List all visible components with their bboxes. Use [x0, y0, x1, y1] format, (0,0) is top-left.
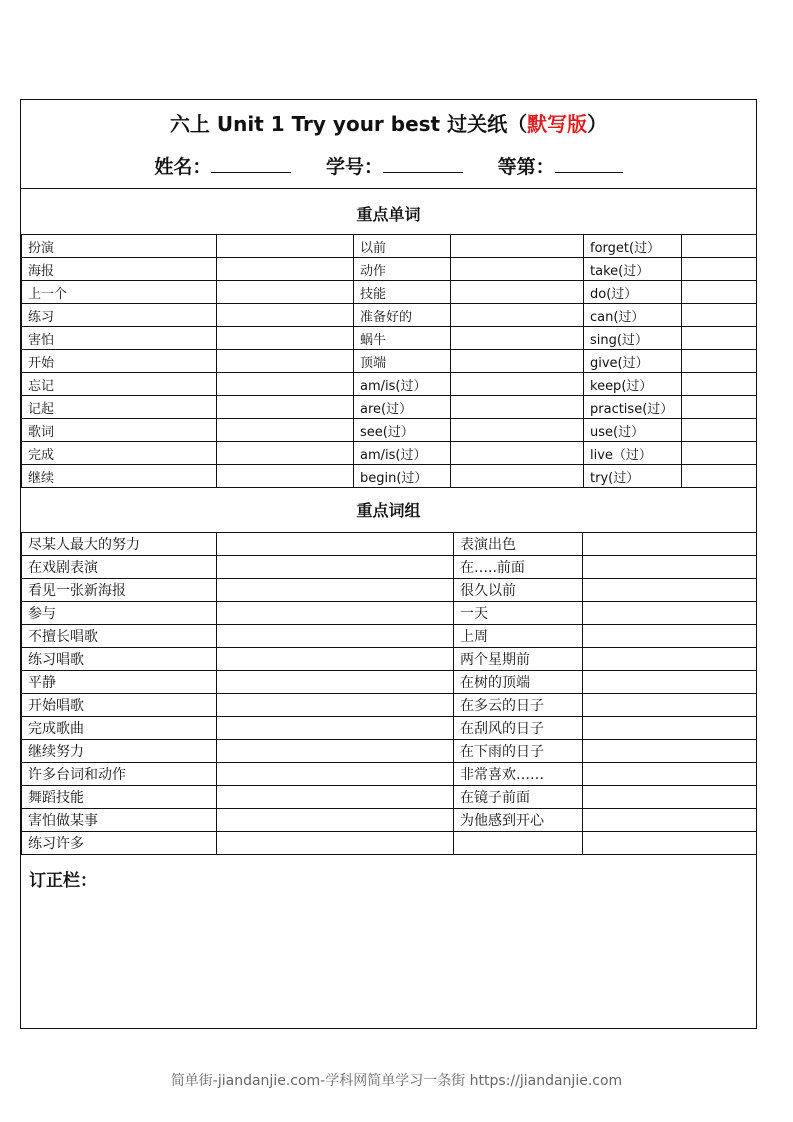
phrase-prompt: 上周 — [454, 625, 583, 648]
correction-label: 订正栏： — [29, 871, 97, 891]
page-title: 六上 Unit 1 Try your best 过关纸（默写版） — [169, 112, 608, 136]
table-row — [22, 373, 757, 396]
phrase-answer-cell[interactable] — [583, 579, 757, 602]
phrase-prompt: 许多台词和动作 — [22, 763, 217, 786]
word-prompt: 记起 — [22, 396, 217, 419]
phrase-answer-cell[interactable] — [583, 717, 757, 740]
phrase-prompt: 为他感到开心 — [454, 809, 583, 832]
table-row — [22, 763, 757, 786]
word-prompt: keep(过） — [584, 373, 682, 396]
table-row — [22, 809, 757, 832]
table-row — [22, 533, 757, 556]
name-blank[interactable] — [211, 154, 291, 173]
grade-blank[interactable] — [555, 154, 623, 173]
word-answer-cell[interactable] — [682, 465, 757, 488]
phrase-prompt: 很久以前 — [454, 579, 583, 602]
phrase-answer-cell[interactable] — [217, 832, 454, 855]
table-row — [22, 625, 757, 648]
phrase-prompt: 在戏剧表演 — [22, 556, 217, 579]
word-answer-cell[interactable] — [451, 396, 584, 419]
table-row — [22, 556, 757, 579]
phrase-answer-cell[interactable] — [217, 533, 454, 556]
word-answer-cell[interactable] — [451, 350, 584, 373]
phrase-answer-cell[interactable] — [583, 786, 757, 809]
table-row — [22, 327, 757, 350]
table-row — [22, 281, 757, 304]
word-prompt: 准备好的 — [354, 304, 451, 327]
phrase-prompt: 看见一张新海报 — [22, 579, 217, 602]
phrase-prompt: 在多云的日子 — [454, 694, 583, 717]
phrase-prompt: 非常喜欢…… — [454, 763, 583, 786]
phrase-answer-cell[interactable] — [583, 809, 757, 832]
phrase-answer-cell[interactable] — [217, 694, 454, 717]
phrase-answer-cell[interactable] — [217, 602, 454, 625]
phrase-answer-cell[interactable] — [217, 809, 454, 832]
phrase-prompt: 练习许多 — [22, 832, 217, 855]
phrase-answer-cell[interactable] — [583, 832, 757, 855]
phrase-answer-cell[interactable] — [583, 740, 757, 763]
word-prompt: 海报 — [22, 258, 217, 281]
table-row — [22, 786, 757, 809]
word-answer-cell[interactable] — [217, 258, 354, 281]
table-row — [22, 304, 757, 327]
table-row — [22, 694, 757, 717]
word-prompt: can(过） — [584, 304, 682, 327]
table-row — [22, 258, 757, 281]
word-answer-cell[interactable] — [217, 396, 354, 419]
phrase-answer-cell[interactable] — [583, 602, 757, 625]
words-table — [21, 234, 757, 488]
word-prompt: 蜗牛 — [354, 327, 451, 350]
word-prompt: forget(过） — [584, 235, 682, 258]
table-row — [22, 235, 757, 258]
word-answer-cell[interactable] — [682, 304, 757, 327]
word-answer-cell[interactable] — [682, 281, 757, 304]
word-answer-cell[interactable] — [451, 281, 584, 304]
divider — [21, 188, 756, 189]
title-highlight: 默写版 — [527, 112, 588, 136]
phrase-answer-cell[interactable] — [217, 786, 454, 809]
word-answer-cell[interactable] — [682, 419, 757, 442]
phrase-answer-cell[interactable] — [217, 556, 454, 579]
word-answer-cell[interactable] — [451, 419, 584, 442]
word-prompt: begin(过） — [354, 465, 451, 488]
worksheet — [20, 99, 757, 1029]
word-answer-cell[interactable] — [451, 442, 584, 465]
word-answer-cell[interactable] — [682, 442, 757, 465]
word-prompt: 开始 — [22, 350, 217, 373]
word-prompt: practise(过） — [584, 396, 682, 419]
word-answer-cell[interactable] — [217, 373, 354, 396]
word-answer-cell[interactable] — [682, 350, 757, 373]
word-prompt: 练习 — [22, 304, 217, 327]
phrase-prompt: 不擅长唱歌 — [22, 625, 217, 648]
word-answer-cell[interactable] — [682, 396, 757, 419]
table-row — [22, 602, 757, 625]
word-answer-cell[interactable] — [217, 327, 354, 350]
word-prompt: see(过） — [354, 419, 451, 442]
word-answer-cell[interactable] — [451, 235, 584, 258]
phrases-table — [21, 532, 757, 855]
word-answer-cell[interactable] — [217, 465, 354, 488]
word-prompt: sing(过） — [584, 327, 682, 350]
phrase-answer-cell[interactable] — [583, 671, 757, 694]
phrase-answer-cell[interactable] — [583, 533, 757, 556]
table-row — [22, 350, 757, 373]
phrase-prompt: 完成歌曲 — [22, 717, 217, 740]
phrase-answer-cell[interactable] — [217, 579, 454, 602]
student-info — [21, 152, 756, 179]
word-answer-cell[interactable] — [682, 373, 757, 396]
phrase-prompt: 尽某人最大的努力 — [22, 533, 217, 556]
word-answer-cell[interactable] — [217, 419, 354, 442]
word-prompt: am/is(过） — [354, 373, 451, 396]
section-title-phrases: 重点词组 — [356, 501, 421, 520]
word-prompt: 上一个 — [22, 281, 217, 304]
phrase-answer-cell[interactable] — [217, 625, 454, 648]
word-prompt: are(过） — [354, 396, 451, 419]
word-prompt: give(过） — [584, 350, 682, 373]
phrase-prompt: 平静 — [22, 671, 217, 694]
phrase-prompt: 表演出色 — [454, 533, 583, 556]
phrase-prompt: 一天 — [454, 602, 583, 625]
phrase-answer-cell[interactable] — [583, 694, 757, 717]
phrase-answer-cell[interactable] — [583, 556, 757, 579]
phrase-prompt: 两个星期前 — [454, 648, 583, 671]
phrase-prompt: 继续努力 — [22, 740, 217, 763]
phrase-answer-cell[interactable] — [217, 648, 454, 671]
word-answer-cell[interactable] — [451, 258, 584, 281]
name-field[interactable]: 姓名： — [154, 152, 291, 179]
table-row — [22, 396, 757, 419]
phrase-prompt: 在…..前面 — [454, 556, 583, 579]
student-id-blank[interactable] — [383, 154, 463, 173]
word-prompt: take(过） — [584, 258, 682, 281]
table-row — [22, 419, 757, 442]
phrase-prompt: 在刮风的日子 — [454, 717, 583, 740]
table-row — [22, 740, 757, 763]
phrase-prompt: 在镜子前面 — [454, 786, 583, 809]
word-answer-cell[interactable] — [217, 442, 354, 465]
phrase-answer-cell[interactable] — [217, 740, 454, 763]
phrase-answer-cell[interactable] — [583, 763, 757, 786]
word-prompt: try(过） — [584, 465, 682, 488]
phrase-prompt: 在树的顶端 — [454, 671, 583, 694]
word-prompt: 歌词 — [22, 419, 217, 442]
word-prompt: 忘记 — [22, 373, 217, 396]
word-answer-cell[interactable] — [682, 327, 757, 350]
table-row — [22, 671, 757, 694]
word-answer-cell[interactable] — [217, 281, 354, 304]
footer-text: 简单街-jiandanjie.com-学科网简单学习一条街 https://jiandanjie.com — [170, 1073, 623, 1089]
word-answer-cell[interactable] — [451, 373, 584, 396]
word-answer-cell[interactable] — [451, 304, 584, 327]
phrase-prompt — [454, 832, 583, 855]
phrase-prompt: 练习唱歌 — [22, 648, 217, 671]
word-prompt: 动作 — [354, 258, 451, 281]
grade-field[interactable]: 等第： — [498, 152, 623, 179]
word-prompt: 扮演 — [22, 235, 217, 258]
word-prompt: 技能 — [354, 281, 451, 304]
phrase-prompt: 开始唱歌 — [22, 694, 217, 717]
student-id-field[interactable]: 学号： — [326, 152, 463, 179]
table-row — [22, 465, 757, 488]
word-answer-cell[interactable] — [217, 235, 354, 258]
phrase-prompt: 在下雨的日子 — [454, 740, 583, 763]
word-prompt: am/is(过） — [354, 442, 451, 465]
word-prompt: use(过） — [584, 419, 682, 442]
word-prompt: 继续 — [22, 465, 217, 488]
table-row — [22, 579, 757, 602]
word-answer-cell[interactable] — [682, 258, 757, 281]
section-title-words: 重点单词 — [356, 205, 421, 224]
table-row — [22, 648, 757, 671]
phrase-prompt: 舞蹈技能 — [22, 786, 217, 809]
phrase-answer-cell[interactable] — [217, 763, 454, 786]
word-prompt: 完成 — [22, 442, 217, 465]
word-prompt: 害怕 — [22, 327, 217, 350]
word-prompt: 顶端 — [354, 350, 451, 373]
word-answer-cell[interactable] — [217, 350, 354, 373]
phrase-answer-cell[interactable] — [217, 717, 454, 740]
word-prompt: live（过） — [584, 442, 682, 465]
phrase-answer-cell[interactable] — [583, 625, 757, 648]
word-answer-cell[interactable] — [682, 235, 757, 258]
phrase-prompt: 害怕做某事 — [22, 809, 217, 832]
word-answer-cell[interactable] — [217, 304, 354, 327]
word-prompt: do(过） — [584, 281, 682, 304]
table-row — [22, 717, 757, 740]
table-row — [22, 442, 757, 465]
word-answer-cell[interactable] — [451, 327, 584, 350]
table-row — [22, 832, 757, 855]
word-prompt: 以前 — [354, 235, 451, 258]
phrase-prompt: 参与 — [22, 602, 217, 625]
word-answer-cell[interactable] — [451, 465, 584, 488]
phrase-answer-cell[interactable] — [583, 648, 757, 671]
phrase-answer-cell[interactable] — [217, 671, 454, 694]
